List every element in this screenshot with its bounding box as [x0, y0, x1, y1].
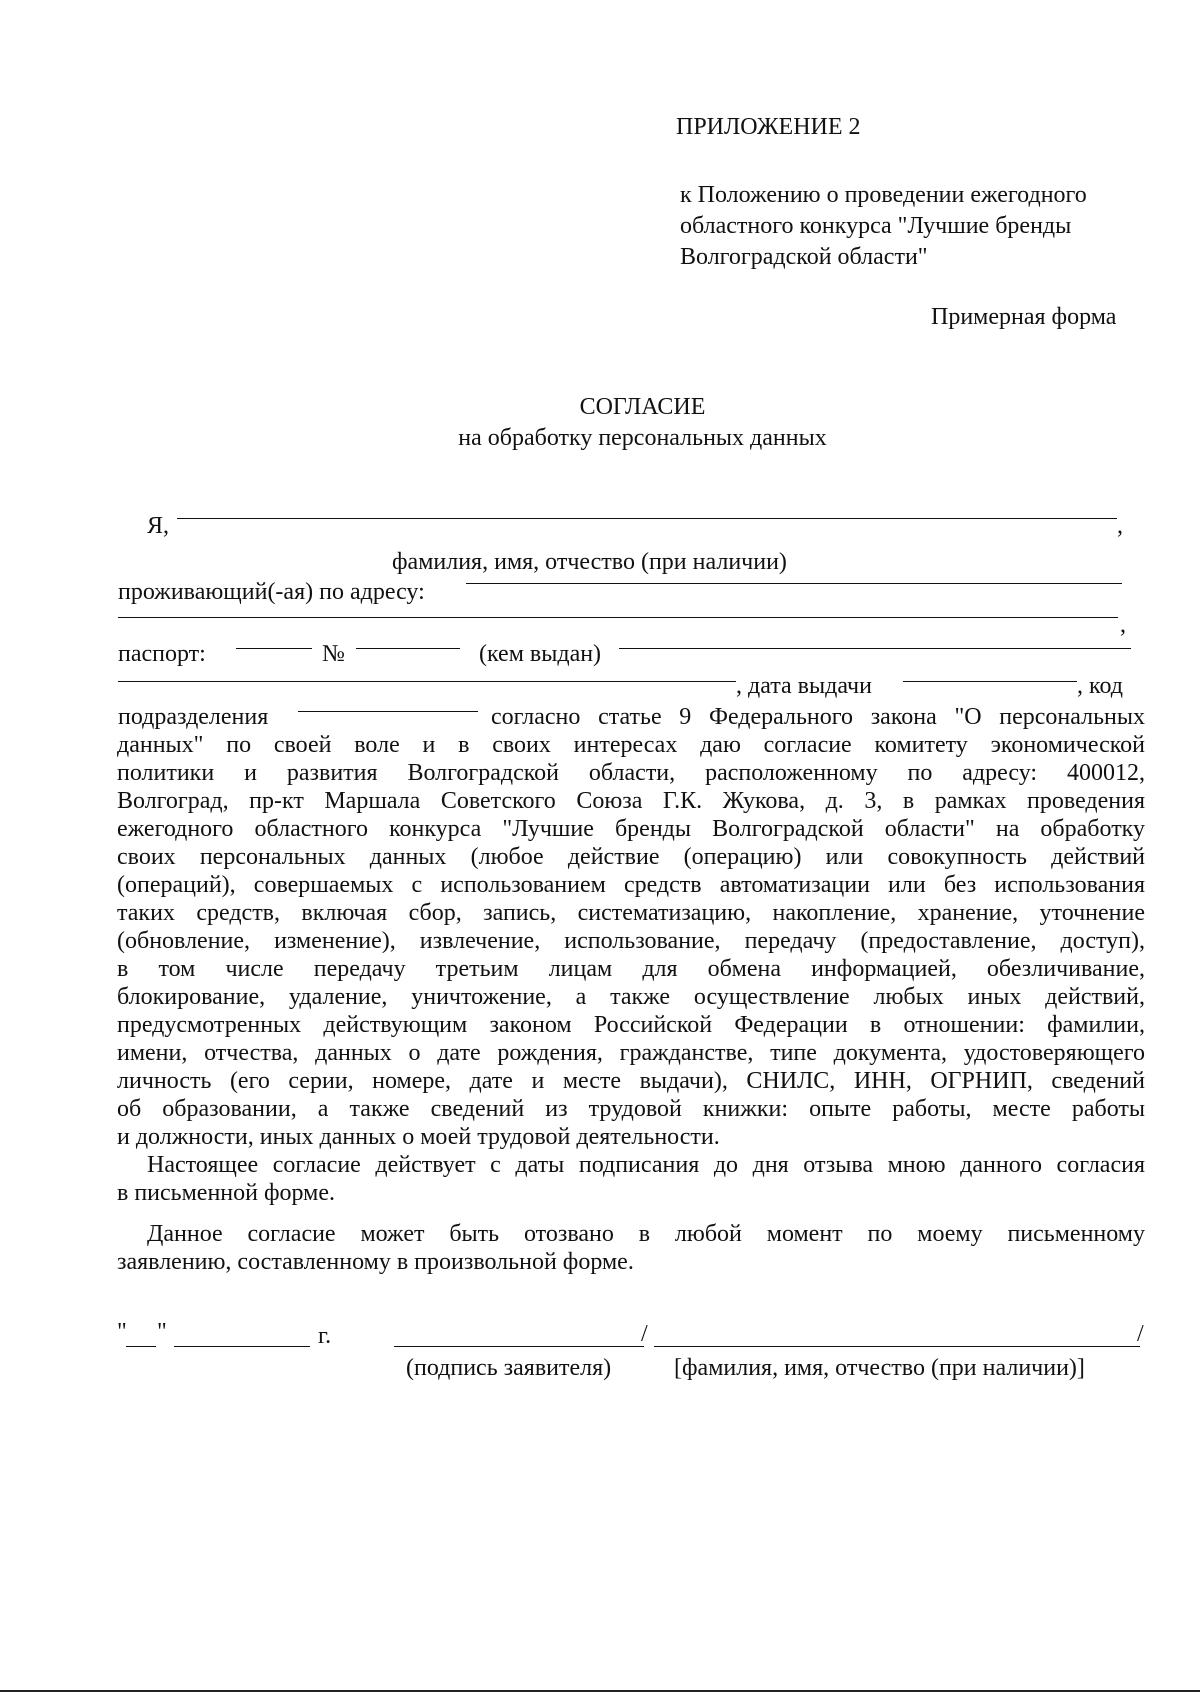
- subdivision-label: подразделения: [118, 704, 269, 730]
- issue-date-field[interactable]: [903, 681, 1077, 682]
- body-line: ежегодного областного конкурса "Лучшие бренды Волгоградской области" на обработку: [117, 816, 1145, 842]
- year-suffix: г.: [318, 1323, 332, 1349]
- body-line-last: и должности, иных данных о моей трудовой деятельности.: [117, 1124, 720, 1150]
- validity-paragraph-line-1: Настоящее согласие действует с даты подписания до дня отзыва мною данного согласия: [147, 1152, 1145, 1178]
- number-sign: №: [322, 641, 345, 667]
- slash-separator: /: [641, 1321, 648, 1347]
- address-field-2[interactable]: [118, 617, 1118, 618]
- comma: ,: [1120, 612, 1126, 638]
- address-label: проживающий(-ая) по адресу:: [118, 579, 425, 605]
- body-line: данных" по своей воле и в своих интересах даю согласие комитету экономической: [117, 732, 1145, 758]
- body-line: имени, отчества, данных о дате рождения, гражданстве, типе документа, удостоверяющего: [117, 1040, 1145, 1066]
- issue-date-label: , дата выдачи: [736, 673, 872, 699]
- revocation-paragraph-line-2: заявлению, составленному в произвольной форме.: [117, 1249, 634, 1275]
- body-line: (обновление, изменение), извлечение, использование, передачу (предоставление, доступ),: [117, 928, 1145, 954]
- date-month-field[interactable]: [174, 1346, 310, 1347]
- body-line: Волгоград, пр-кт Маршала Советского Союза Г.К. Жукова, д. 3, в рамках проведения: [117, 788, 1145, 814]
- date-day-field[interactable]: [126, 1346, 156, 1347]
- body-line: в том числе передачу третьим лицам для обмена информацией, обезличивание,: [117, 956, 1145, 982]
- signer-name-hint: [фамилия, имя, отчество (при наличии)]: [674, 1355, 1085, 1381]
- page-bottom-edge: [0, 1690, 1200, 1692]
- signer-name-field[interactable]: [654, 1346, 1140, 1347]
- signature-field[interactable]: [394, 1346, 644, 1347]
- body-line: (операций), совершаемых с использованием средств автоматизации или без использования: [117, 872, 1145, 898]
- form-type: Примерная форма: [931, 304, 1117, 330]
- body-line: политики и развития Волгоградской области, расположенному по адресу: 400012,: [117, 760, 1145, 786]
- body-line: предусмотренных действующим законом Российской Федерации в отношении: фамилии,: [117, 1012, 1145, 1038]
- passport-number-field[interactable]: [356, 648, 460, 649]
- passport-series-field[interactable]: [236, 648, 312, 649]
- validity-paragraph-line-2: в письменной форме.: [117, 1180, 336, 1206]
- i-label: Я,: [147, 513, 170, 539]
- reference-line-1: к Положению о проведении ежегодного: [680, 182, 1087, 208]
- slash-separator: /: [1137, 1321, 1144, 1347]
- body-line: блокирование, удаление, уничтожение, а также осуществление любых иных действий,: [117, 984, 1145, 1010]
- date-quote-open: ": [117, 1319, 127, 1345]
- reference-line-2: областного конкурса "Лучшие бренды: [680, 213, 1072, 239]
- fio-field[interactable]: [177, 518, 1117, 519]
- body-line: об образовании, а также сведений из трудовой книжки: опыте работы, месте работы: [117, 1096, 1145, 1122]
- reference-line-3: Волгоградской области": [680, 244, 928, 270]
- document-subtitle: на обработку персональных данных: [458, 425, 827, 451]
- issued-by-label: (кем выдан): [479, 641, 602, 667]
- subdivision-code-field[interactable]: [298, 711, 478, 712]
- fio-hint: фамилия, имя, отчество (при наличии): [392, 549, 787, 575]
- body-line: своих персональных данных (любое действие (операцию) или совокупность действий: [117, 844, 1145, 870]
- law-reference: согласно статье 9 Федерального закона "О персональных: [491, 704, 1145, 730]
- body-line: таких средств, включая сбор, запись, систематизацию, накопление, хранение, уточнение: [117, 900, 1145, 926]
- revocation-paragraph-line-1: Данное согласие может быть отозвано в любой момент по моему письменному: [147, 1221, 1145, 1247]
- code-label: , код: [1077, 673, 1123, 699]
- address-field-1[interactable]: [466, 583, 1122, 584]
- comma: ,: [1117, 513, 1123, 539]
- date-quote-close: ": [157, 1319, 167, 1345]
- appendix-number: ПРИЛОЖЕНИЕ 2: [676, 114, 861, 140]
- issued-by-field[interactable]: [619, 648, 1131, 649]
- signature-hint: (подпись заявителя): [406, 1355, 612, 1381]
- body-line: личность (его серии, номере, дате и месте выдачи), СНИЛС, ИНН, ОГРНИП, сведений: [117, 1068, 1145, 1094]
- document-title: СОГЛАСИЕ: [579, 394, 706, 420]
- issued-by-field-2[interactable]: [118, 681, 736, 682]
- passport-label: паспорт:: [118, 641, 206, 667]
